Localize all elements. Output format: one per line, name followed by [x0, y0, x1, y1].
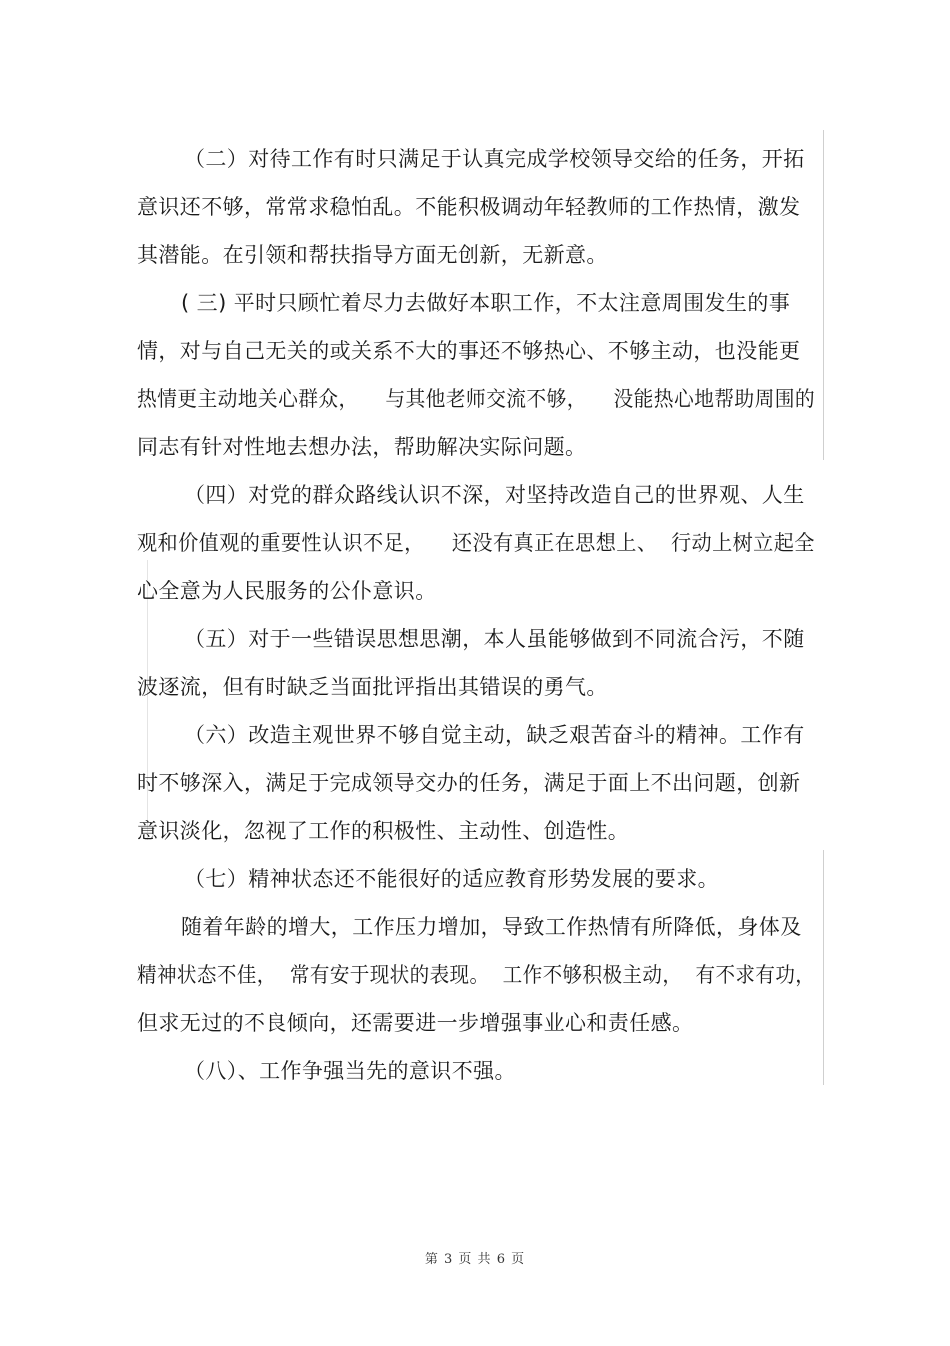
text-line: 随着年龄的增大，工作压力增加，导致工作热情有所降低，身体及: [181, 915, 802, 939]
text-line: （六）改造主观世界不够自觉主动，缺乏艰苦奋斗的精神。工作有: [184, 723, 805, 747]
text-line: 热情更主动地关心群众， 与其他老师交流不够， 没能热心地帮助周围的: [137, 387, 816, 411]
page-footer: 第 3 页 共 6 页: [424, 1252, 526, 1267]
text-line: 意识淡化，忽视了工作的积极性、主动性、创造性。: [137, 819, 630, 843]
text-line: 意识还不够，常常求稳怕乱。不能积极调动年轻教师的工作热情，激发: [137, 195, 801, 219]
text-line: 心全意为人民服务的公仆意识。: [137, 579, 437, 603]
text-line: 观和价值观的重要性认识不足， 还没有真正在思想上、 行动上树立起全: [137, 531, 815, 555]
text-line: （五）对于一些错误思想思潮，本人虽能够做到不同流合污，不随: [184, 627, 805, 651]
right-margin-rule: [823, 850, 824, 1085]
text-line: （八）、工作争强当先的意识不强。: [184, 1059, 516, 1083]
text-line: （四）对党的群众路线认识不深，对坚持改造自己的世界观、人生: [184, 483, 805, 507]
text-line: （二）对待工作有时只满足于认真完成学校领导交给的任务，开拓: [184, 147, 805, 171]
text-line: 情，对与自己无关的或关系不大的事还不够热心、不够主动，也没能更: [137, 339, 801, 363]
text-line: 波逐流，但有时缺乏当面批评指出其错误的勇气。: [137, 675, 608, 699]
text-line: 同志有针对性地去想办法，帮助解决实际问题。: [137, 435, 587, 459]
text-line: ( 三) 平时只顾忙着尽力去做好本职工作，不太注意周围发生的事: [181, 291, 791, 315]
text-line: 精神状态不佳， 常有安于现状的表现。 工作不够积极主动， 有不求有功，: [137, 963, 816, 987]
text-line: （七）精神状态还不能很好的适应教育形势发展的要求。: [184, 867, 719, 891]
text-line: 其潜能。在引领和帮扶指导方面无创新，无新意。: [137, 243, 608, 267]
text-line: 但求无过的不良倾向，还需要进一步增强事业心和责任感。: [137, 1011, 694, 1035]
text-line: 时不够深入，满足于完成领导交办的任务，满足于面上不出问题，创新: [137, 771, 801, 795]
right-margin-rule: [823, 130, 824, 460]
